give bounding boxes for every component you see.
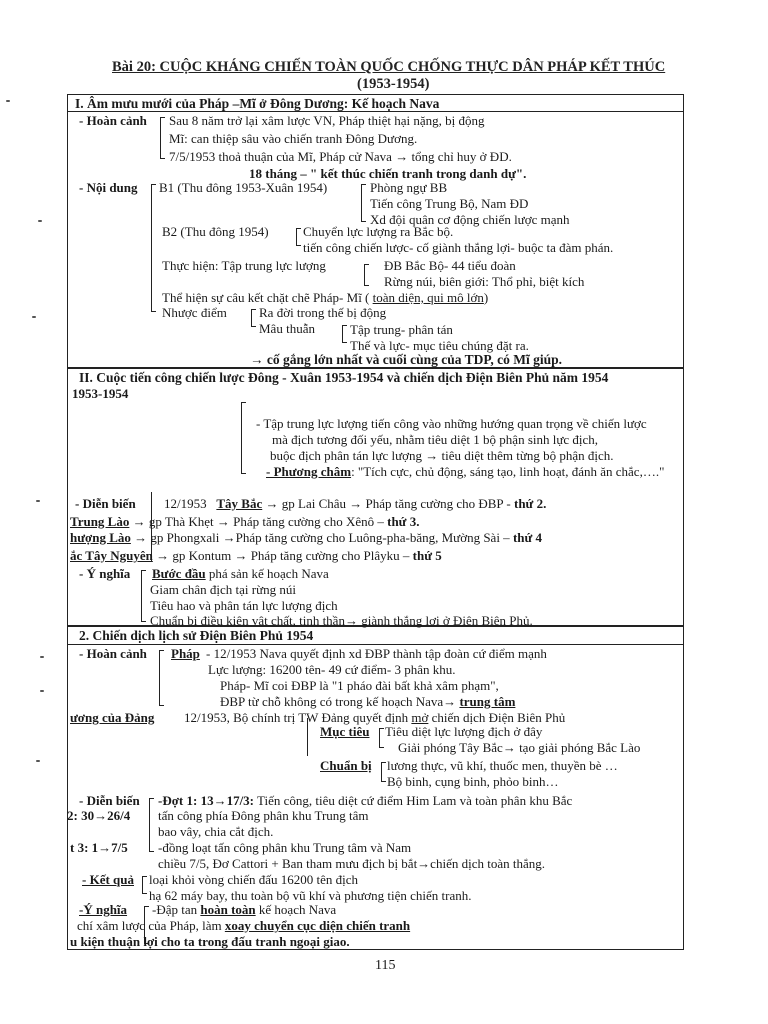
scan-speck <box>36 500 40 502</box>
h3: Pháp- Mĩ coi ĐBP là "1 pháo đài bất khả xâm phạm", <box>220 678 499 693</box>
brace <box>342 325 347 343</box>
scan-speck <box>36 760 40 762</box>
brace <box>361 184 366 222</box>
brace <box>381 762 386 782</box>
y4: Chuẩn bị điều kiện vật chất, tinh thần→ giành thắng lợi ở Điện Biên Phủ. <box>150 613 533 628</box>
b1a: Phòng ngự BB <box>370 180 448 195</box>
mt1: Tập trung- phân tán <box>350 322 453 337</box>
section-1-divider <box>67 111 684 112</box>
dot1: -Đợt 1: 13→17/3: Tiến công, tiêu diệt cứ điểm Him Lam và toàn phân khu Bắc <box>158 793 573 808</box>
dot2-text2: bao vây, chia cắt địch. <box>158 824 274 839</box>
mt2: Thế và lực- mục tiêu chúng đặt ra. <box>350 338 529 353</box>
mt2: Giải phóng Tây Bắc→ tạo giải phóng Bắc Lào <box>398 740 641 755</box>
thb: Rừng núi, biên giới: Thổ phỉ, biệt kích <box>384 274 585 289</box>
s2-p2: mà địch tương đối yếu, nhằm tiêu diệt 1 bộ phận sinh lực địch, <box>272 432 599 447</box>
y1: Bước đầu phá sản kế hoạch Nava <box>152 566 329 581</box>
brace <box>149 798 154 852</box>
scan-speck <box>40 656 44 658</box>
dien-bien-label: - Diễn biến <box>75 496 136 511</box>
noi-dung-label: - Nội dung <box>79 180 138 195</box>
page-number: 115 <box>375 958 396 973</box>
brace-line <box>307 718 308 756</box>
section-2-heading: II. Cuộc tiến công chiến lược Đông - Xuân 1953-1954 và chiến dịch Điện Biên Phủ năm 1954 <box>79 370 609 385</box>
section-3-divider <box>67 644 684 645</box>
scan-speck <box>32 316 36 318</box>
title-line1: Bài 20: CUỘC KHÁNG CHIẾN TOÀN QUỐC CHỐNG THỰC DÂN PHÁP KẾT THÚC <box>112 59 666 75</box>
b1b: Tiến công Trung Bộ, Nam ĐD <box>370 196 529 211</box>
d1: 12/1953, Bộ chính trị TW Đảng quyết định mở chiến dịch Điện Biên Phủ <box>184 710 566 725</box>
hc-line1: Sau 8 năm trở lại xâm lược VN, Pháp thiệt hại nặng, bị động <box>169 113 485 128</box>
s2-p3: buộc địch phân tán lực lượng → tiêu diệt thêm từng bộ phận địch. <box>270 448 614 463</box>
scan-speck <box>6 100 10 102</box>
h4: ĐBP từ chỗ không có trong kế hoạch Nava→ trung tâm <box>220 694 516 709</box>
brace <box>296 228 301 246</box>
db1: 12/1953 Tây Bắc → gp Lai Châu → Pháp tăng cường cho ĐBP - thứ 2. <box>164 496 547 511</box>
b2-label: B2 (Thu đông 1954) <box>162 224 269 239</box>
hc-line4: 18 tháng – " kết thúc chiến tranh trong danh dự". <box>249 166 527 181</box>
hoan-canh-label: - Hoàn cảnh <box>79 113 147 128</box>
kq2: hạ 62 máy bay, thu toàn bộ vũ khí và phương tiện chiến tranh. <box>149 888 472 903</box>
sec1-conclusion: → cố gắng lớn nhất và cuối cùng của TDP, có Mĩ giúp. <box>250 352 563 367</box>
section-1-heading: I. Âm mưu mưới của Pháp –Mĩ ở Đông Dương: Kế hoạch Nava <box>75 96 440 111</box>
section-3-heading: 2. Chiến dịch lịch sử Điện Biên Phủ 1954 <box>79 628 314 643</box>
y2: Giam chân địch tại rừng núi <box>150 582 297 597</box>
section-2-sub: 1953-1954 <box>72 386 129 401</box>
db2: Trung Lào → gp Thà Khẹt → Pháp tăng cường cho Xênô – thứ 3. <box>70 514 420 529</box>
dot2-text: tấn công phía Đông phân khu Trung tâm <box>158 808 369 823</box>
page-title <box>112 60 665 75</box>
kq1: loại khỏi vòng chiến đấu 16200 tên địch <box>149 872 359 887</box>
brace <box>142 876 147 894</box>
b2b: tiến công chiến lược- cố giành thắng lợi- buộc ta đàm phán. <box>303 240 614 255</box>
hc-line2: Mĩ: can thiệp sâu vào chiến tranh Đông Dương. <box>169 131 418 146</box>
yn1: -Đập tan hoàn toàn kế hoạch Nava <box>152 902 337 917</box>
phuong-cham: - Phương châm: "Tích cực, chủ động, sáng tạo, linh hoạt, đánh ăn chắc,…." <box>266 464 665 479</box>
b1-label: B1 (Thu đông 1953-Xuân 1954) <box>159 180 328 195</box>
cb1: lương thực, vũ khí, thuốc men, thuyền bè … <box>387 758 618 773</box>
yn-label: -Ý nghĩa <box>79 902 128 917</box>
hc-line3: 7/5/1953 thoả thuận của Mĩ, Pháp cử Nava → tổng chỉ huy ở ĐD. <box>169 149 512 164</box>
dot3-label: t 3: 1→7/5 <box>70 840 128 855</box>
hc3-label: - Hoàn cảnh <box>79 646 147 661</box>
ket-qua-label: - Kết quả <box>82 872 134 887</box>
brace <box>364 264 369 286</box>
brace <box>160 117 165 159</box>
brace <box>151 184 156 312</box>
s2-p1: - Tập trung lực lượng tiến công vào những hướng quan trọng về chiến lược <box>256 416 647 431</box>
muc-tieu-label: Mục tiêu <box>320 724 370 739</box>
db3-label: - Diễn biến <box>79 793 140 808</box>
brace <box>159 650 164 706</box>
nhuoc-diem-label: Nhược điểm <box>162 305 227 320</box>
dot3-text: -đồng loạt tấn công phân khu Trung tâm và Nam <box>158 840 412 855</box>
the-hien: Thể hiện sự câu kết chặt chẽ Pháp- Mĩ ( toàn diện, qui mô lớn) <box>162 290 489 305</box>
b2a: Chuyển lực lượng ra Bắc bộ. <box>303 224 454 239</box>
yn2: chí xâm lược của Pháp, làm xoay chuyển cục diện chiến tranh <box>77 918 411 933</box>
nd1: Ra đời trong thế bị động <box>259 305 387 320</box>
scan-speck <box>40 690 44 692</box>
title-years: (1953-1954) <box>357 76 430 92</box>
brace <box>141 570 146 622</box>
y-nghia-label: - Ý nghĩa <box>79 566 131 581</box>
dang-label: ương của Đảng <box>70 710 155 725</box>
db3: hượng Lào → gp Phongxali →Pháp tăng cường cho Luông-pha-băng, Mường Sài – thứ 4 <box>70 530 543 545</box>
mau-thuan-label: Mâu thuẫn <box>259 321 315 336</box>
mt1: Tiêu diệt lực lượng địch ở đây <box>385 724 543 739</box>
brace <box>241 402 246 474</box>
h1: - 12/1953 Nava quyết định xd ĐBP thành tập đoàn cứ điểm mạnh <box>206 646 547 661</box>
phap-label: Pháp <box>171 646 200 661</box>
chuan-bi-label: Chuẩn bị <box>320 758 372 773</box>
dot3-text2: chiều 7/5, Đơ Cattori + Ban tham mưu địch bị bắt→chiến dịch toàn thắng. <box>158 856 545 871</box>
cb2: Bộ binh, cụng binh, phỏo binh… <box>387 774 559 789</box>
dot2-label: 2: 30→26/4 <box>67 808 131 823</box>
scan-speck <box>38 220 42 222</box>
yn3: u kiện thuận lợi cho ta trong đấu tranh ngoại giao. <box>70 934 350 949</box>
db4: ắc Tây Nguyên → gp Kontum → Pháp tăng cường cho Plâyku – thứ 5 <box>70 548 442 563</box>
tha: ĐB Bắc Bộ- 44 tiểu đoàn <box>384 258 516 273</box>
h2: Lực lượng: 16200 tên- 49 cứ điểm- 3 phân khu. <box>208 662 456 677</box>
y3: Tiêu hao và phân tán lực lượng địch <box>150 598 338 613</box>
brace <box>251 309 256 327</box>
b1c: Xd đội quân cơ động chiến lược mạnh <box>370 212 570 227</box>
brace <box>379 728 384 748</box>
thuc-hien: Thực hiện: Tập trung lực lượng <box>162 258 326 273</box>
